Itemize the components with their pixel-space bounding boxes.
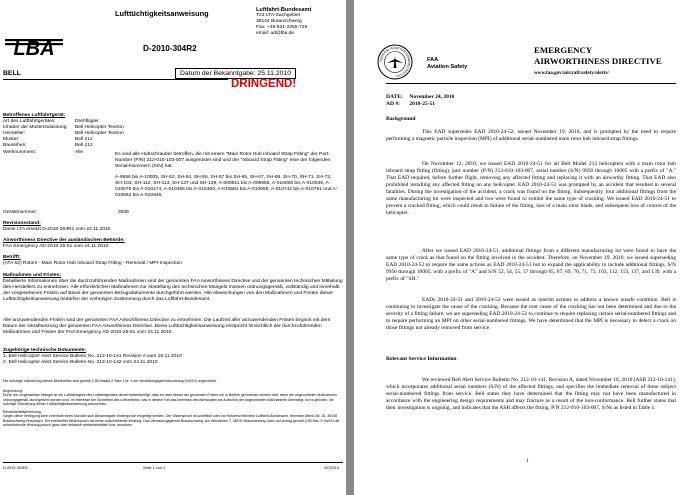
lba-page: LBA Lufttüchtigkeitsanweisung D-2010-304R2 Luftfahrt-Bundesamt T23 LTA-Sachgebiet 38144 Braunschweig Fax: +49-531-2355-725 email: ad@lba.de BELL Datum der Bekanntgabe: 25.11.2010 DRINGEND! Betroffenes Luftfahrtgerät: Art des Luftfahrtgerätes: Drehflügler Inhaber der Musterzulassung: Bell Helicopter Textron Hersteller: Bell Helicopter Textron Muster: Bell 212 Baureihen: Bell 212 Werknummern: Alle Es sind alle Hubschrauber betroffen, die mit einem "Main Rotor Hub Inboard Strap Fitting" der Part-Number (P/N) 212-010-103-007 ausgerüstet sind und der "Inboard Strap Fitting" eine der folgenden Serial-Nummern (S/N) hat: A-9956 bis A-10005, SH-52, SH-54, SH-55, SH-57 bis SH-65, SH-67, SH-69, SH-70, SH-71, SH-73, SH-103, SH-112, SH-113, SH-137 und SH-139, A-009911 bis A-009955, A-010006 bis A-010049, A-010075 bis A-010174, A-010455 bis A-010460, A-010581 bis A-010655, A-010742 bis A-010791 und A-010862 bis A-010946. Gerätenummer: 3039 Revisionsstand: Diese LTA ersetzt D-2010-304R1 vom 22.11.2010 Airworthiness Directive der ausländischen Behörde: FAA Emergency AD 2010-25-51 vom 24.11.2010 Betrifft: (ATA 62) Rotors - Main Rotor Hub Inboard Strap Fitting - Removal / MPI-Inspection Maßnahmen und Fristen: Detaillierte Informationen über die durchzuführenden Maßnahmen sind der genannten FAA Airworthiness Directive und der genannten technischen Mitteilung des Herstellers zu entnehmen. Alle erforderlichen Maßnahmen zur Abstellung des technischen Mangels müssen ordnungsgemäß, vollständig und innerhalb der vorgesehenen Fristen auf Basis der genannten Bezugsdokumente durchgeführt werden. Alle Abweichungen von den Maßnahmen und Fristen dieser Lufttüchtigkeitsanweisung bedürfen der vorherigen Zustimmung durch das Luftfahrt-Bundesamt. Alle anzuwendenden Fristen sind der genannten FAA Airworthiness Directive zu entnehmen. Die Laufzeit aller anzuwendenden Fristen beginnt mit dem Datum der Inkraftsetzung der genannten FAA Airworthiness Directive. Diese Lufttüchtigkeitsanweisung entspricht hinsichtlich der durchzuführenden Maßnahmen und Fristen der FAA Emergency AD 2010-25-51 vom 24.11.2010. Zugehörige technische Dokumente: 1. Bell Helicopter Alert Service Bulletin No. 212-10-141 Revision A vom 18.11.2010 2. Bell Helicopter Alert Service Bulletin No. 212-10-142 vom 24.11.2010 Die sofortige Vollziehung dieses Bescheides wird gemäß § 80 Absatz 2 Satz 1 Nr. 4 der Verwaltungsgerichtsordnung (VwGO) angeordnet. Begründung: Durch die vorgenannten Mängel ist die Lufttüchtigkeit des Luftfahrtgerätes derart beeinträchtigt, dass es nach Ablauf der genannten Fristen nur in Betrieb genommen werden darf, wenn die angeordneten Maßnahmen ordnungsgemäß durchgeführt worden sind. Im Interesse der Sicherheit des Luftverkehrs, das in diesem Fall das Interesse des Adressaten am Aufschub der angeordneten Maßnahmen überwiegt, ist es geboten, die sofortige Vollziehung dieser Lufttüchtigkeitsanweisung anzuordnen. Rechtsbehelfsbelehrung: Gegen diese Verfügung kann innerhalb eines Monats nach Bekanntgabe Widerspruch eingelegt werden. Der Widerspruch ist schriftlich oder zur Niederschrift beim Luftfahrt-Bundesamt, Hermann-Blenk-Str. 26, 38108 Braunschweig einzulegen. Ein eventueller Widerspruch hat keine aufschiebende Wirkung. Das Verwaltungsgericht Braunschweig, Am Wendentor 7, 38100 Braunschweig, kann auf Antrag gemäß § 80 Abs. 5 VwGO die aufschiebende Wirkung jedoch ganz oder teilweise wiederherstellen bzw. anordnen. D-2010-304R2 Seite 1 von 1 5/0/2010: [0, 0, 346, 495]
deadlines-text: Alle anzuwendenden Fristen sind der genannten FAA Airworthiness Directive zu entnehmen. Die Laufzeit aller anzuwendenden Fristen beginnt mit dem Datum der Inkraftsetzung der genannten FAA Airworthiness Directive. Diese Lufttüchtigkeitsanweisung entspricht hinsichtlich der durchzuführenden Maßnahmen und Fristen der FAA Emergency AD 2010-25-51 vom 24.11.2010.: [3, 318, 331, 336]
svg-text:LBA: LBA: [13, 38, 55, 60]
paragraph: EADs 2010-24-51 and 2010-24-52 were issued as interim actions to address a known unsafe condition. Bell is continuing to investigate the cause of the cracking. Because the root cause of the cracking has not been determined and due to the severity of a fitting failure, we are superseding EAD 2010-24-52 to continue to require replacing certain serial-numbered fittings and to require performing an MPI on other serial-numbered fittings. We have determined that the MPI is necessary to detect a crack on those fittings not already removed from service.: [386, 297, 676, 332]
issuer-name: Luftfahrt-Bundesamt: [256, 7, 312, 13]
manufacturer-label: BELL: [3, 70, 21, 77]
kv-row: Hersteller: Bell Helicopter Textron: [3, 131, 124, 137]
kv-row: Werknummern: Alle: [3, 149, 84, 155]
paragraph: On November 12, 2010, we issued EAD 2010-24-51 for all Bell Model 212 helicopters with a main rotor hub inboard strap fitting (fitting), part number (P/N) 212-010-103-007, serial number (S/N) 9956 through 10005 with a prefix of "A." That EAD required, before further flight, removing any affected fitting and replacing it with an airworthy fitting. That EAD also prohibited installing any affected fitting on any helicopter. EAD 2010-24-51 was prompted by an accident that resulted in several fatalities. During the investigation of the accident, a crack was found on the fitting. Subsequently, four additional fittings from the same manufacturing lot were inspected and two were found to exhibit the same type of cracking. We issued EAD 2010-24-51 to prevent a cracked fitting, which could result in failure of the fitting, loss of a main rotor blade, and subsequent loss of control of the helicopter.: [386, 161, 676, 217]
paragraph: This EAD supersedes EAD 2010-24-52, issued November 19, 2010, and is prompted by the need to require performing a magnetic particle inspection (MPI) of additional serial-numbered main rotor hub inboard strap fittings.: [386, 129, 676, 143]
issuer-email: email: ad@lba.de: [256, 31, 295, 36]
agency-name: FAA Aviation Safety: [427, 57, 468, 70]
section-heading: Betroffenes Luftfahrtgerät:: [3, 113, 66, 118]
svg-text:FEDERAL AVIATION ADMINISTRATIO: FEDERAL AVIATION ADMINISTRATION: [378, 45, 412, 78]
relevant-heading: Relevant Service Information: [386, 356, 457, 362]
issuer-address-line: 38144 Braunschweig: [256, 19, 302, 24]
paragraph: After we issued EAD 2010-24-51, additional fittings from a different manufacturing lot were found to have the same type of crack as that found on the fitting involved in the accident. Therefore, on November 19, 2010, we issued superseding EAD 2010-24-52 to require the same actions as EAD 2010-24-51 but to expand the applicability to include additional fittings, S/N 9956 through 10005, with a prefix of "A" and S/N 52, 54, 55, 57 through 65, 67, 69, 70, 71, 73, 103, 112, 113, 137, and 139, with a prefix of "SH.": [386, 248, 676, 283]
serial-numbers: A-9956 bis A-10005, SH-52, SH-54, SH-55, SH-57 bis SH-65, SH-67, SH-69, SH-70, SH-71, SH-73, SH-103, SH-112, SH-113, SH-137 und SH-139, A-009911 bis A-009955, A-010006 bis A-010049, A-010075 bis A-010174, A-010455 bis A-010460, A-010581 bis A-010655, A-010742 bis A-010791 und A-010862 bis A-010946.: [115, 175, 338, 199]
document-title: Lufttüchtigkeitsanweisung: [115, 9, 209, 18]
notice-date: Datum der Bekanntgabe: 25.11.2010: [175, 68, 296, 79]
faa-seal-icon: [377, 44, 413, 80]
foreign-ad-section: Airworthiness Directive der ausländischen Behörde: FAA Emergency AD 2010-25-51 vom 24.11.2010: [3, 238, 125, 250]
kv-row: Muster: Bell 212: [3, 137, 93, 143]
urgent-label: DRINGEND!: [231, 78, 297, 90]
background-heading: Background: [386, 116, 416, 122]
applicability-text: Es sind alle Hubschrauber betroffen, die mit einem "Main Rotor Hub Inboard Strap Fitting" der Part-Number (P/N) 212-010-103-007 ausgerüstet sind und der "Inboard Strap Fitting" eine der folgenden Serial-Nummern (S/N) hat:: [115, 152, 331, 170]
ead-meta: DATE: November 24, 2010 AD #: 2010-25-51: [386, 94, 455, 107]
kv-row: Baureihen: Bell 212: [3, 143, 93, 149]
page-number: 1: [526, 458, 529, 464]
issuer-address: [256, 7, 311, 37]
paragraph: We reviewed Bell Alert Service Bulletin No. 212-10-141, Revision A, dated November 18, 2010 (ASB 212-10-141), which incorporates additional serial numbers (S/N) of the affected fittings, and specifies the immediate removal of these subject serial-numbered fittings from service. Bell states they have determined that the fitting may not have been manufactured in accordance with the engineering design requirements and may fracture as a result of the non-conformance. Bell further states that their investigation is ongoing, and indicates that the ASB affects the fitting, P/N 212-010-103-007, S/Ns as listed in Table 1:: [386, 377, 676, 412]
device-number: Gerätenummer: 3039: [3, 210, 129, 215]
enforcement-note: Die sofortige Vollziehung dieses Bescheides wird gemäß § 80 Absatz 2 Satz 1 Nr. 4 der Verwaltungsgerichtsordnung (VwGO) angeordnet.: [3, 379, 217, 383]
footer-divider: [3, 462, 343, 463]
affected-section: [3, 113, 343, 156]
measures-section: Maßnahmen und Fristen: Detaillierte Informationen über die durchzuführenden Maßnahmen sind der genannten FAA Airworthiness Directive und der genannten technischen Mitteilung des Herstellers zu entnehmen. Alle erforderlichen Maßnahmen zur Abstellung des technischen Mangels müssen ordnungsgemäß, vollständig und innerhalb der vorgesehenen Fristen auf Basis der genannten Bezugsdokumente durchgeführt werden. Alle Abweichungen von den Maßnahmen und Fristen dieser Lufttüchtigkeitsanweisung bedürfen der vorherigen Zustimmung durch das Luftfahrt-Bundesamt.: [3, 273, 343, 303]
divider: [386, 83, 676, 84]
issuer-address-line: T23 LTA-Sachgebiet: [256, 13, 301, 18]
kv-row: Art des Luftfahrtgerätes: Drehflügler: [3, 119, 99, 125]
issuer-address-line: Fax: +49-531-2355-725: [256, 25, 308, 30]
document-number: D-2010-304R2: [143, 44, 197, 53]
ead-title: EMERGENCY AIRWORTHINESS DIRECTIVE: [534, 45, 662, 66]
faa-page: [354, 0, 700, 495]
docs-section: Zugehörige technische Dokumente: 1. Bell Helicopter Alert Service Bulletin No. 212-10-141 Revision A vom 18.11.2010 2. Bell Helicopter Alert Service Bulletin No. 212-10-142 vom 24.11.2010: [3, 348, 182, 366]
faa-url: www.faa.gov/aircraft/safety/alerts/: [534, 70, 609, 76]
appeal-section: Rechtsbehelfsbelehrung: Gegen diese Verfügung kann innerhalb eines Monats nach Bekanntgabe Widerspruch eingelegt werden. Der Widerspruch ist schriftlich oder zur Niederschrift beim Luftfahrt-Bundesamt, Hermann-Blenk-Str. 26, 38108 Braunschweig einzulegen. Ein eventueller Widerspruch hat keine aufschiebende Wirkung. Das Verwaltungsgericht Braunschweig, Am Wendentor 7, 38100 Braunschweig, kann auf Antrag gemäß § 80 Abs. 5 VwGO die aufschiebende Wirkung jedoch ganz oder teilweise wiederherstellen bzw. anordnen.: [3, 410, 340, 428]
reason-section: Begründung: Durch die vorgenannten Mängel ist die Lufttüchtigkeit des Luftfahrtgerätes derart beeinträchtigt, dass es nach Ablauf der genannten Fristen nur in Betrieb genommen werden darf, wenn die angeordneten Maßnahmen ordnungsgemäß durchgeführt worden sind. Im Interesse der Sicherheit des Luftverkehrs, das in diesem Fall das Interesse des Adressaten am Aufschub der angeordneten Maßnahmen überwiegt, ist es geboten, die sofortige Vollziehung dieser Lufttüchtigkeitsanweisung anzuordnen.: [3, 389, 338, 407]
revision-section: Revisionsstand: Diese LTA ersetzt D-2010-304R1 vom 22.11.2010: [3, 221, 111, 233]
subject-section: Betrifft: (ATA 62) Rotors - Main Rotor Hub Inboard Strap Fitting - Removal / MPI-Inspection: [3, 255, 182, 267]
lba-logo-icon: [3, 22, 65, 62]
kv-row: Inhaber der Musterzulassung: Bell Helicopter Textron: [3, 125, 124, 131]
divider: [3, 79, 228, 80]
